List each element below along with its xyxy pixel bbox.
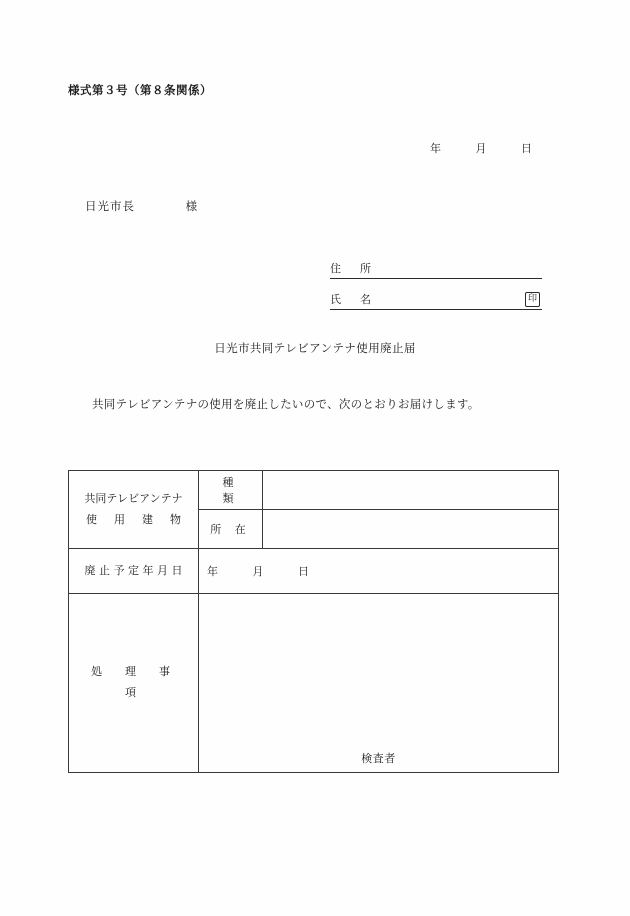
table-row bbox=[69, 549, 559, 594]
applicant-name-row bbox=[330, 287, 542, 310]
date-line bbox=[430, 140, 533, 156]
location-value-cell[interactable] bbox=[263, 510, 559, 549]
abolish-date-day: 日 bbox=[298, 565, 310, 578]
date-year: 年 bbox=[430, 142, 442, 155]
applicant-block bbox=[330, 256, 542, 318]
applicant-name-label: 氏 名 bbox=[330, 293, 375, 306]
details-table bbox=[68, 470, 559, 773]
applicant-address-label: 住 所 bbox=[330, 262, 375, 275]
addressee-name: 日光市長 bbox=[85, 199, 135, 213]
abolish-date-label-cell: 廃 止 予 定 年 月 日 bbox=[69, 549, 199, 594]
date-day: 日 bbox=[521, 142, 533, 155]
building-label-line1: 共同テレビアンテナ bbox=[84, 491, 183, 505]
applicant-address-row bbox=[330, 256, 542, 279]
seal-icon: 印 bbox=[525, 292, 540, 307]
addressee bbox=[85, 198, 198, 214]
kind-label-cell: 種 類 bbox=[199, 471, 263, 510]
abolish-date-month: 月 bbox=[252, 565, 264, 578]
form-number: 様式第３号（第８条関係） bbox=[68, 83, 212, 97]
date-month: 月 bbox=[475, 142, 487, 155]
inspector-label: 検査者 bbox=[361, 752, 396, 765]
abolish-date-value-cell[interactable] bbox=[199, 549, 559, 594]
kind-value-cell[interactable] bbox=[263, 471, 559, 510]
building-label-line2: 使 用 建 物 bbox=[86, 512, 184, 526]
building-label-cell bbox=[69, 471, 199, 549]
addressee-honorific: 様 bbox=[185, 199, 199, 213]
location-label-cell: 所 在 bbox=[199, 510, 263, 549]
document-title: 日光市共同テレビアンテナ使用廃止届 bbox=[214, 341, 416, 355]
abolish-date-year: 年 bbox=[207, 565, 219, 578]
processing-label-cell: 処 理 事 項 bbox=[69, 594, 199, 773]
table-row bbox=[69, 471, 559, 510]
body-text: 共同テレビアンテナの使用を廃止したいので、次のとおりお届けします。 bbox=[92, 397, 480, 411]
table-row bbox=[69, 594, 559, 773]
processing-value-cell[interactable] bbox=[199, 594, 559, 773]
